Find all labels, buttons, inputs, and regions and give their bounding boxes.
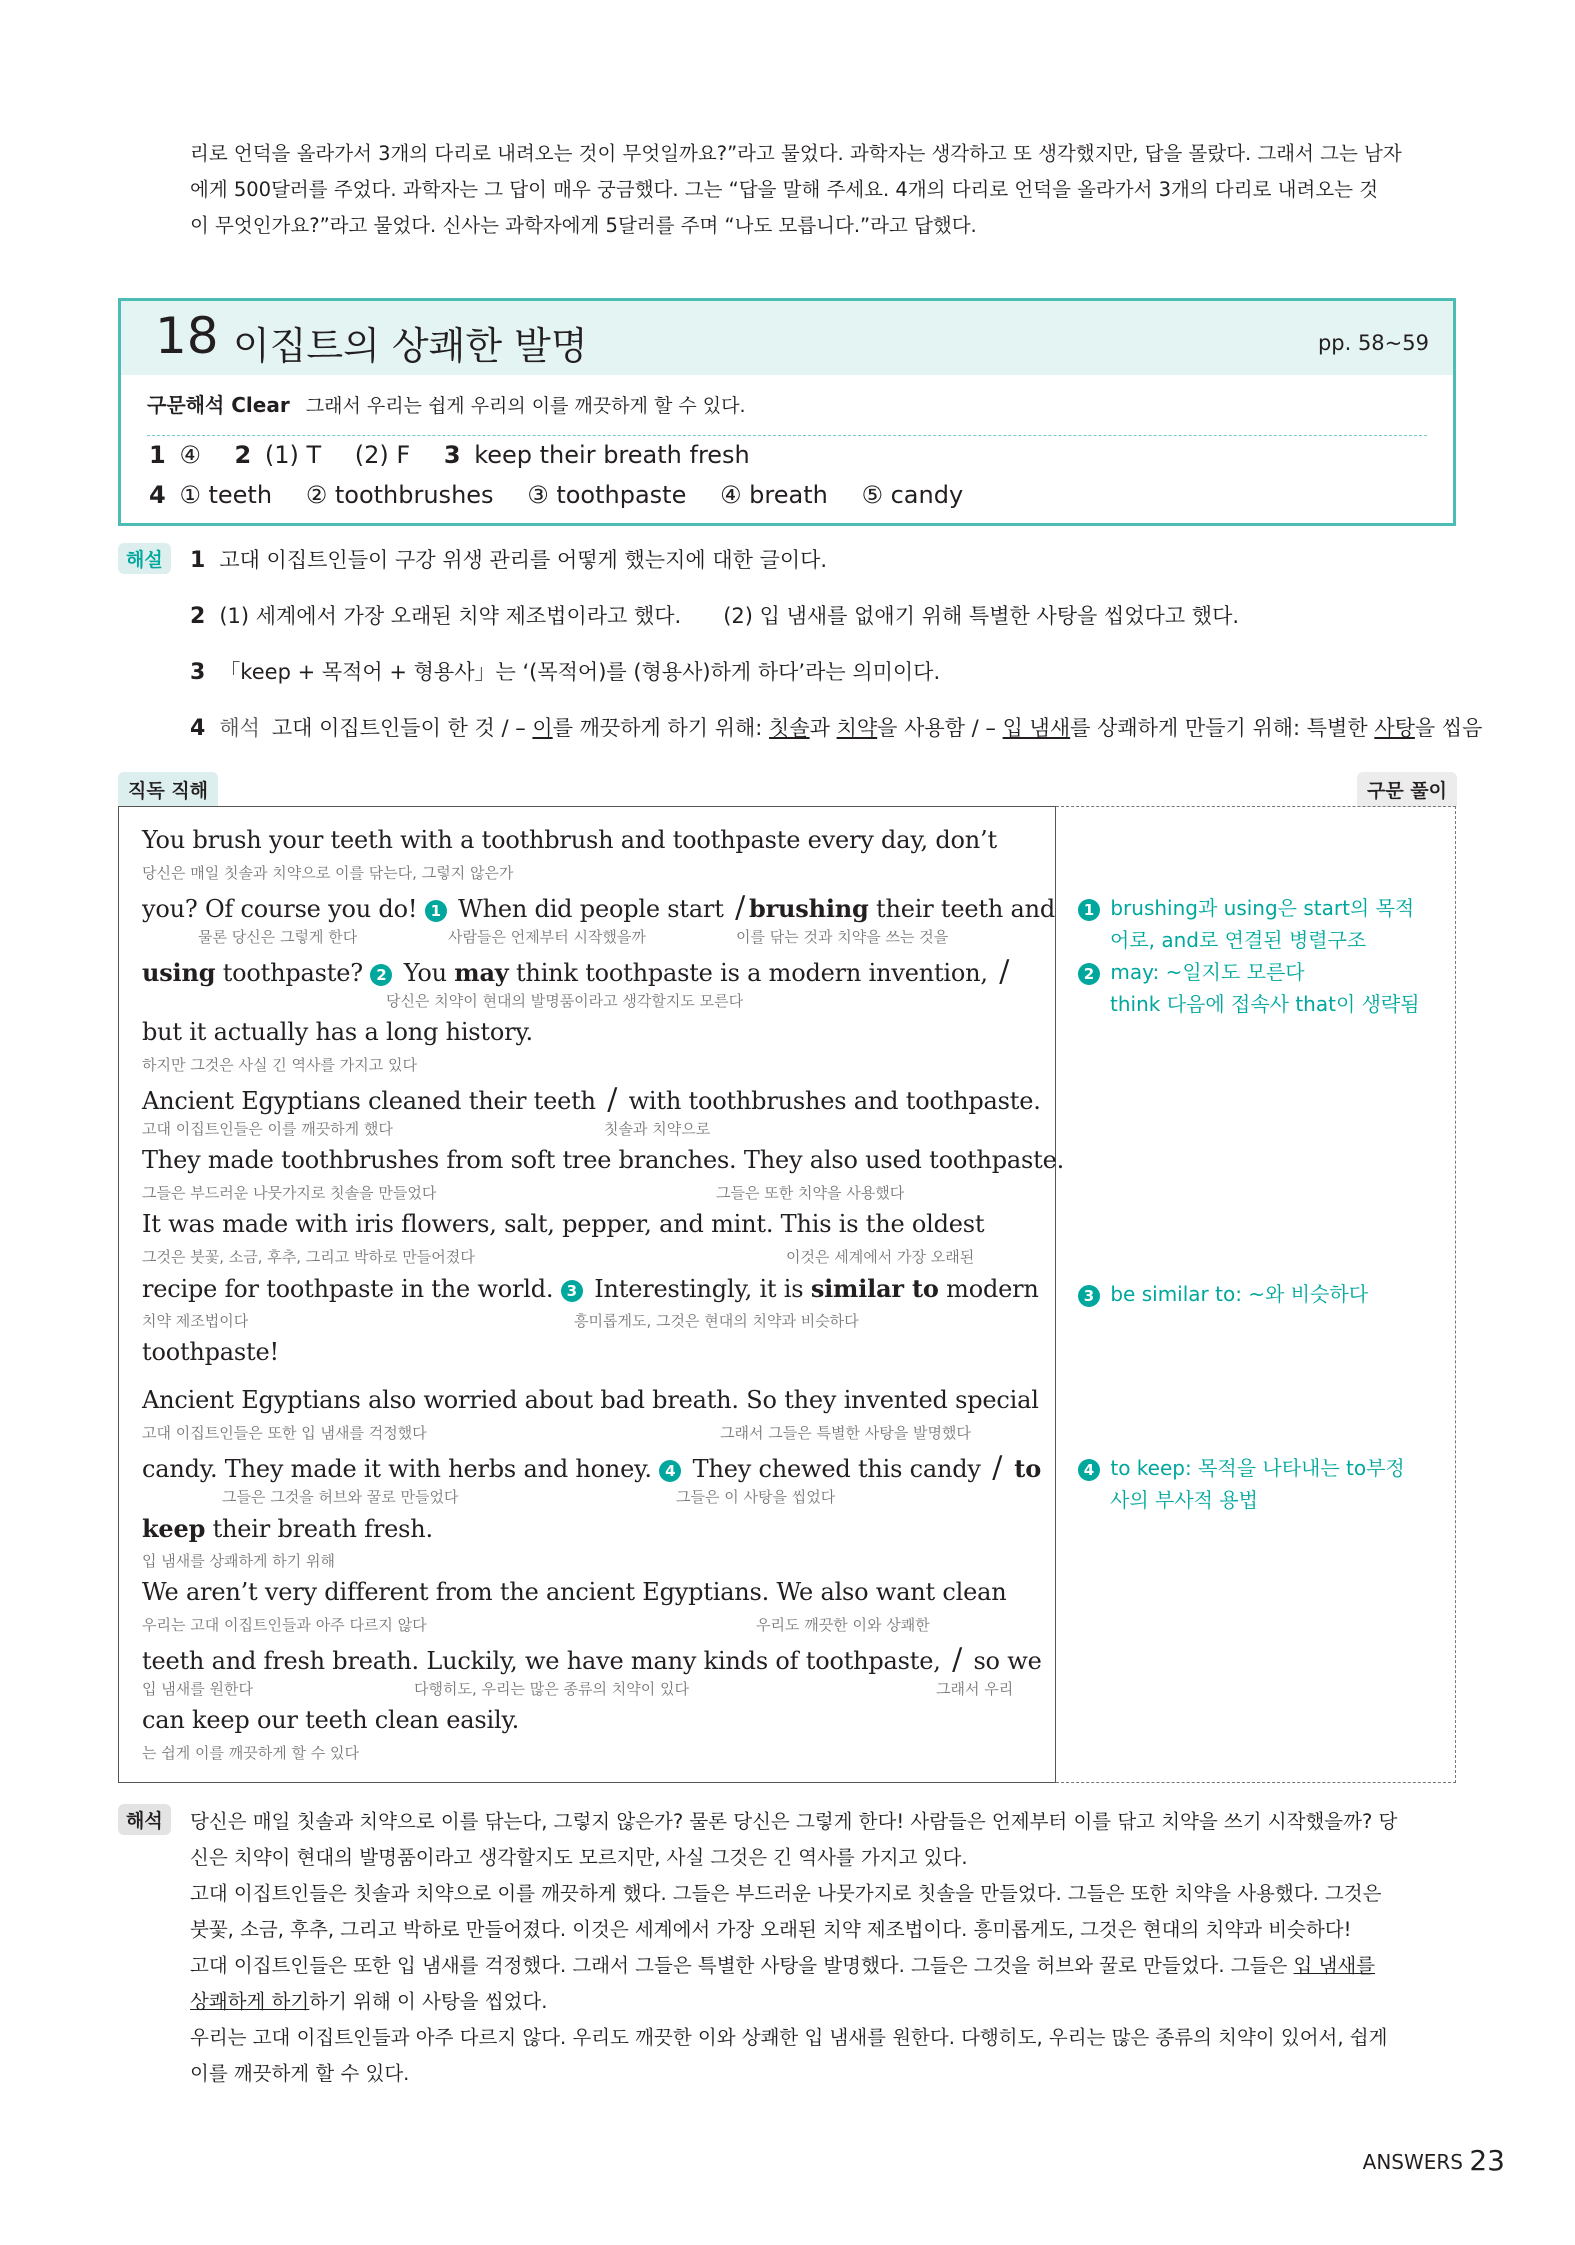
gloss: 당신은 치약이 현대의 발명품이라고 생각할지도 모른다 <box>386 992 744 1010</box>
item-text: (2) 입 냄새를 없애기 위해 특별한 사탕을 씹었다고 했다. <box>723 604 1240 628</box>
answer-value: (2) F <box>354 441 411 469</box>
item-num: 3 <box>190 660 206 685</box>
explanation-item-1 <box>190 544 827 574</box>
item-text: 고대 이집트인들이 한 것 / – <box>271 716 533 740</box>
reading-text-bold: keep <box>142 1514 206 1543</box>
reading-text: their breath fresh. <box>205 1515 433 1543</box>
translation-line: 붓꽃, 소금, 후추, 그리고 박하로 만들어졌다. 이것은 세계에서 가장 오래된 치약 제조법이다. 흥미롭게도, 그것은 현대의 치약과 비슷하다! <box>190 1918 1352 1941</box>
reading-text: They chewed this candy <box>685 1455 989 1483</box>
item-text: (1) 세계에서 가장 오래된 치약 제조법이라고 했다. <box>219 604 682 628</box>
answer-num: 2 <box>234 441 252 469</box>
clear-row <box>147 389 746 418</box>
reading-text: When did people start <box>450 895 732 923</box>
gloss: 우리는 고대 이집트인들과 아주 다르지 않다 <box>142 1616 427 1634</box>
divider <box>147 435 1427 436</box>
intro-paragraph <box>190 136 1460 244</box>
gloss: 입 냄새를 상쾌하게 하기 위해 <box>142 1552 335 1570</box>
item-text-underlined: 칫솔 <box>769 716 810 740</box>
reading-text-bold: similar to <box>810 1274 939 1303</box>
reading-text: Interestingly, it is <box>586 1275 811 1303</box>
intro-line: 리로 언덕을 올라가서 3개의 다리로 내려오는 것이 무엇일까요?”라고 물었다. 과학자는 생각하고 또 생각했지만, 답을 몰랐다. 그래서 그는 남자 <box>190 142 1402 165</box>
reading-tab: 직독 직해 <box>118 772 218 807</box>
clear-label: 구문해석 Clear <box>147 393 290 417</box>
reading-line <box>142 1642 1042 1677</box>
item-num: 4 <box>190 716 206 741</box>
explanation-item-2 <box>190 600 1239 630</box>
translation-text-underlined: 상쾌하게 하기 <box>190 1990 310 2013</box>
note-number-4-icon: 4 <box>659 1460 681 1482</box>
gloss: 고대 이집트인들은 또한 입 냄새를 걱정했다 <box>142 1424 427 1442</box>
gloss: 이를 닦는 것과 치약을 쓰는 것을 <box>736 928 949 946</box>
gloss: 그들은 이 사탕을 씹었다 <box>676 1488 836 1506</box>
page-number: 23 <box>1469 2144 1505 2177</box>
reading-text: modern <box>938 1275 1039 1303</box>
note-number-3-icon: 3 <box>1078 1285 1100 1307</box>
gloss: 는 쉽게 이를 깨끗하게 할 수 있다 <box>142 1744 359 1762</box>
reading-text: think toothpaste is a modern invention, <box>508 959 996 987</box>
reading-text: toothpaste? <box>215 959 371 987</box>
answer-value: keep their breath fresh <box>474 441 750 469</box>
explanation-item-4 <box>190 712 1482 742</box>
gloss: 그들은 그것을 허브와 꿀로 만들었다 <box>222 1488 459 1506</box>
note-number-1-icon: 1 <box>1078 899 1100 921</box>
phrase-slash: / <box>952 1642 963 1677</box>
phrase-slash: / <box>735 890 746 925</box>
intro-line: 에게 500달러를 주었다. 과학자는 그 답이 매우 궁금했다. 그는 “답을 말해 주세요. 4개의 다리로 언덕을 올라가서 3개의 다리로 내려오는 것 <box>190 178 1379 201</box>
gloss: 이것은 세계에서 가장 오래된 <box>786 1248 975 1266</box>
answer-row-1 <box>149 441 750 469</box>
item-text: 「keep + 목적어 + 형용사」는 ‘(목적어)를 (형용사)하게 하다’라는 의미이다. <box>219 660 941 684</box>
translation-text: 하기 위해 이 사탕을 씹었다. <box>309 1990 548 2013</box>
note-text: 사의 부사적 용법 <box>1110 1488 1258 1512</box>
answer-num: 4 <box>149 481 166 509</box>
reading-line: Ancient Egyptians also worried about bad breath. So they invented special <box>142 1386 1039 1414</box>
grammar-note-2 <box>1078 956 1420 1020</box>
gloss: 사람들은 언제부터 시작했을까 <box>448 928 646 946</box>
reading-line <box>142 1514 433 1543</box>
clear-text: 그래서 우리는 쉽게 우리의 이를 깨끗하게 할 수 있다. <box>305 395 746 417</box>
answer-value: ③ toothpaste <box>527 481 687 509</box>
answer-num: 1 <box>149 441 166 469</box>
lesson-pages: pp. 58~59 <box>1317 331 1429 355</box>
reading-text: teeth and fresh breath. Luckily, we have many kinds of toothpaste, <box>142 1647 949 1675</box>
answer-value: ① teeth <box>179 481 273 509</box>
gloss: 그들은 부드러운 나뭇가지로 칫솔을 만들었다 <box>142 1184 437 1202</box>
phrase-slash: / <box>992 1450 1003 1485</box>
gloss: 물론 당신은 그렇게 한다 <box>198 928 358 946</box>
note-text: 어로, and로 연결된 병렬구조 <box>1110 928 1367 952</box>
reading-line: toothpaste! <box>142 1338 279 1366</box>
item-text: 을 씹음 <box>1414 716 1483 740</box>
item-text-underlined: 치약 <box>836 716 878 740</box>
item-text-underlined: 입 냄새 <box>1002 716 1071 740</box>
gloss: 칫솔과 치약으로 <box>604 1120 711 1138</box>
note-text: think 다음에 접속사 that이 생략됨 <box>1110 992 1420 1016</box>
note-text: to keep: 목적을 나타내는 to부정 <box>1110 1456 1405 1480</box>
item-text: 고대 이집트인들이 구강 위생 관리를 어떻게 했는지에 대한 글이다. <box>219 548 828 572</box>
item-text: 를 깨끗하게 하기 위해: <box>552 716 770 740</box>
note-text: may: ~일지도 모른다 <box>1110 960 1305 984</box>
gloss: 우리도 깨끗한 이와 상쾌한 <box>756 1616 930 1634</box>
explanation-tag: 해설 <box>118 543 171 574</box>
intro-line: 이 무엇인가요?”라고 물었다. 신사는 과학자에게 5달러를 주며 “나도 모릅니다.”라고 답했다. <box>190 214 977 237</box>
explanation-item-3 <box>190 656 940 686</box>
gloss: 다행히도, 우리는 많은 종류의 치약이 있다 <box>414 1680 689 1698</box>
reading-text: so we <box>966 1647 1042 1675</box>
gloss: 그것은 붓꽃, 소금, 후추, 그리고 박하로 만들어졌다 <box>142 1248 475 1266</box>
reading-line: You brush your teeth with a toothbrush and toothpaste every day, don’t <box>142 826 997 854</box>
note-text: brushing과 using은 start의 목적 <box>1110 896 1415 920</box>
gloss: 고대 이집트인들은 이를 깨끗하게 했다 <box>142 1120 393 1138</box>
answer-num: 3 <box>443 441 461 469</box>
reading-text: you? Of course you do! <box>142 895 425 923</box>
reading-text: You <box>396 959 455 987</box>
reading-line <box>142 1082 1041 1117</box>
answer-row-2 <box>149 481 963 509</box>
answer-value: ④ <box>179 441 201 469</box>
translation-tag: 해석 <box>118 1804 171 1835</box>
reading-line: It was made with iris flowers, salt, pepper, and mint. This is the oldest <box>142 1210 985 1238</box>
phrase-slash: / <box>607 1082 618 1117</box>
reading-text-bold: brushing <box>749 894 869 923</box>
lesson-title: 이집트의 상쾌한 발명 <box>233 324 588 368</box>
answer-value: ⑤ candy <box>861 481 964 509</box>
translation-line: 고대 이집트인들은 칫솔과 치약으로 이를 깨끗하게 했다. 그들은 부드러운 나뭇가지로 칫솔을 만들었다. 그들은 또한 치약을 사용했다. 그것은 <box>190 1882 1382 1905</box>
reading-text-bold: to <box>1006 1454 1042 1483</box>
reading-line <box>142 890 1055 925</box>
grammar-note-1 <box>1078 892 1414 956</box>
reading-line <box>142 1274 1039 1303</box>
reading-line <box>142 1450 1041 1485</box>
lesson-header-box <box>118 298 1456 526</box>
item-num: 1 <box>190 548 206 573</box>
item-text: 을 사용함 / – <box>877 716 1003 740</box>
note-number-1-icon: 1 <box>425 900 447 922</box>
reading-line: can keep our teeth clean easily. <box>142 1706 520 1734</box>
item-label: 해석 <box>219 716 260 740</box>
item-text-underlined: 사탕 <box>1374 716 1415 740</box>
footer-label: ANSWERS <box>1362 2150 1463 2174</box>
lesson-number: 18 <box>155 307 219 365</box>
reading-text-bold: may <box>454 958 509 987</box>
item-text: 를 상쾌하게 만들기 위해: 특별한 <box>1070 716 1375 740</box>
translation-line: 신은 치약이 현대의 발명품이라고 생각할지도 모르지만, 사실 그것은 긴 역사를 가지고 있다. <box>190 1846 968 1869</box>
phrase-slash: / <box>999 954 1010 989</box>
item-text: 과 <box>809 716 837 740</box>
translation-text-underlined: 입 냄새를 <box>1293 1954 1376 1977</box>
translation-line: 이를 깨끗하게 할 수 있다. <box>190 2062 410 2085</box>
translation-line: 당신은 매일 칫솔과 치약으로 이를 닦는다, 그렇지 않은가? 물론 당신은 그렇게 한다! 사람들은 언제부터 이를 닦고 치약을 쓰기 시작했을까? 당 <box>190 1810 1398 1833</box>
reading-line: We aren’t very different from the ancient Egyptians. We also want clean <box>142 1578 1007 1606</box>
gloss: 흥미롭게도, 그것은 현대의 치약과 비슷하다 <box>574 1312 859 1330</box>
reading-line: but it actually has a long history. <box>142 1018 533 1046</box>
reading-text: with toothbrushes and toothpaste. <box>621 1087 1041 1115</box>
gloss: 하지만 그것은 사실 긴 역사를 가지고 있다 <box>142 1056 417 1074</box>
reading-text: Ancient Egyptians cleaned their teeth <box>142 1087 604 1115</box>
reading-line: They made toothbrushes from soft tree branches. They also used toothpaste. <box>142 1146 1065 1174</box>
gloss: 당신은 매일 칫솔과 치약으로 이를 닦는다, 그렇지 않은가 <box>142 864 514 882</box>
gloss: 입 냄새를 원한다 <box>142 1680 253 1698</box>
grammar-tab: 구문 풀이 <box>1357 772 1457 807</box>
reading-text: their teeth and <box>868 895 1056 923</box>
grammar-note-3 <box>1078 1278 1368 1310</box>
item-num: 2 <box>190 604 206 629</box>
answer-value: ② toothbrushes <box>305 481 494 509</box>
gloss: 치약 제조법이다 <box>142 1312 249 1330</box>
reading-text: recipe for toothpaste in the world. <box>142 1275 561 1303</box>
reading-line <box>142 954 1013 989</box>
grammar-note-4 <box>1078 1452 1405 1516</box>
note-number-2-icon: 2 <box>1078 963 1100 985</box>
translation-line <box>190 1986 547 2014</box>
note-text: be similar to: ~와 비슷하다 <box>1110 1282 1369 1306</box>
gloss: 그래서 우리 <box>936 1680 1014 1698</box>
reading-text-bold: using <box>142 958 216 987</box>
translation-text: 고대 이집트인들은 또한 입 냄새를 걱정했다. 그래서 그들은 특별한 사탕을 발명했다. 그들은 그것을 허브와 꿀로 만들었다. 그들은 <box>190 1954 1294 1977</box>
gloss: 그들은 또한 치약을 사용했다 <box>716 1184 905 1202</box>
gloss: 그래서 그들은 특별한 사탕을 발명했다 <box>720 1424 971 1442</box>
item-text-underlined: 이 <box>532 716 553 740</box>
translation-line: 우리는 고대 이집트인들과 아주 다르지 않다. 우리도 깨끗한 이와 상쾌한 입 냄새를 원한다. 다행히도, 우리는 많은 종류의 치약이 있어서, 쉽게 <box>190 2026 1388 2049</box>
reading-text: candy. They made it with herbs and honey. <box>142 1455 660 1483</box>
note-number-3-icon: 3 <box>561 1280 583 1302</box>
note-number-2-icon: 2 <box>370 964 392 986</box>
note-number-4-icon: 4 <box>1078 1459 1100 1481</box>
answer-value: ④ breath <box>720 481 828 509</box>
translation-line <box>190 1950 1375 1978</box>
answer-value: (1) T <box>264 441 322 469</box>
